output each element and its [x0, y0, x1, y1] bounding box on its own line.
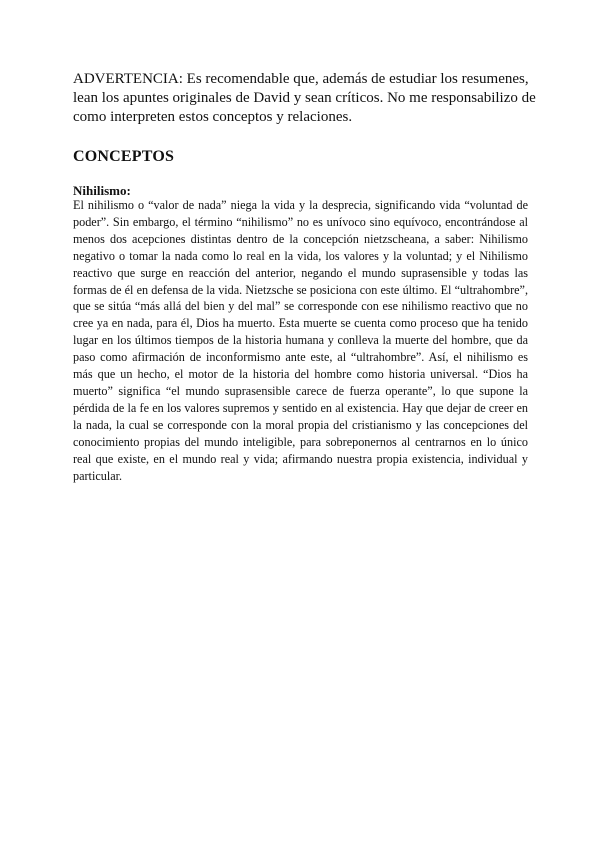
term-definition-paragraph: El nihilismo o “valor de nada” niega la vida y la desprecia, significando vida “voluntad de poder”. Sin embargo, el término “nihilismo” no es unívoco sino equívoco, encontrándose al menos dos acepciones distintas dentro de la concepción nietzscheana, a saber: Nihilismo negativo o tomar la nada como lo real en la vida, los valores y la voluntad; y el Nihilismo reactivo que surge en reacción del anterior, negando el mundo suprasensible y todas las formas de él en defensa de la vida. Nietzsche se posiciona con este último. El “ultrahombre”, que se sitúa “más allá del bien y del mal” se corresponde con ese nihilismo reactivo que no cree ya en nada, para él, Dios ha muerto. Esta muerte se cuenta como proceso que ha tenido lugar en los últimos tiempos de la historia humana y conlleva la muerte del hombre, que da paso como afirmación de inconformismo ante este, al “ultrahombre”. Así, el nihilismo es más que un hecho, el motor de la historia del hombre como historia universal. “Dios ha muerto” significa “el mundo suprasensible carece de fuerza operante”, lo que supone la pérdida de la fe en los valores supremos y sentido en al existencia. Hay que dejar de creer en la nada, la cual se corresponde con la moral propia del cristianismo y las concepciones del conocimiento propias del mundo inteligible, para sobreponernos al centrarnos en lo único real que existe, en el mundo real y vida; afirmando nuestra propia existencia, individual y particular. — [73, 198, 528, 483]
section-title: CONCEPTOS — [73, 148, 175, 165]
term-heading: Nihilismo: — [73, 183, 131, 198]
warning-paragraph: ADVERTENCIA: Es recomendable que, además de estudiar los resumenes, lean los apuntes originales de David y sean críticos. No me responsabilizo de como interpreten estos conceptos y relaciones. — [73, 71, 536, 125]
